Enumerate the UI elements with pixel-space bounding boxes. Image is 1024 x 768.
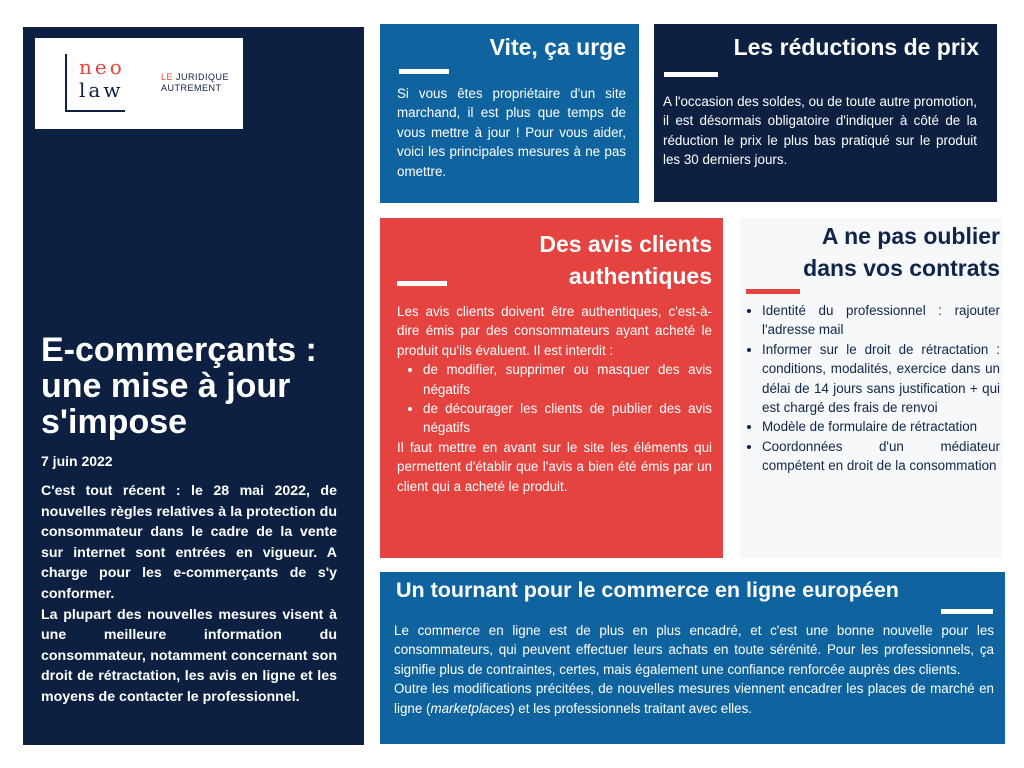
panel-reductions-text: A l'occasion des soldes, ou de toute autre promotion, il est désormais obligatoire d'indiquer à côté de la réduction le prix le plus bas pratiqué sur le produit les 30 derniers jours. (663, 94, 977, 168)
title-underline (746, 289, 800, 294)
intro-panel (23, 27, 364, 745)
panel-avis-title-line-1: Des avis clients (539, 231, 712, 257)
list-item: • Informer sur le droit de rétractation : conditions, modalités, exercice dans un délai de 14 jours sans justification + qui est chargé des frais de renvoi (762, 340, 1000, 418)
panel-oublier-title-line-2: dans vos contrats (803, 255, 1000, 281)
title-underline (399, 69, 449, 74)
panel-tournant-paragraph-2: Outre les modifications précitées, de nouvelles mesures viennent encadrer les places de marché en ligne (marketplaces) et les professionnels traitant avec elles. (394, 681, 994, 716)
logo (35, 38, 243, 129)
panel-avis-outro: Il faut mettre en avant sur le site les éléments qui permettent d'établir que l'avis a bien été émis par un client qui a acheté le produit. (397, 439, 712, 494)
panel-tournant-title: Un tournant pour le commerce en ligne européen (396, 578, 899, 602)
panel-oublier-title (803, 220, 1000, 284)
panel-avis-title (539, 228, 712, 292)
panel-avis-title-line-2: authentiques (568, 263, 712, 289)
panel-tournant (380, 572, 1005, 744)
marketplaces-term: marketplaces (430, 700, 511, 716)
list-item: • Identité du professionnel : rajouter l'adresse mail (762, 301, 1000, 340)
panel-vite (380, 24, 639, 203)
panel-tournant-paragraph-1: Le commerce en ligne est de plus en plus encadré, et c'est une bonne nouvelle pour les consommateurs, qui peuvent effectuer leurs achats en toute sérénité. Pour les professionnels, ça signifie plus de contraintes, certes, mais également une confiance renforcée auprès des clients. (394, 623, 994, 677)
panel-vite-text: Si vous êtes propriétaire d'un site marchand, il est plus que temps de vous mettre à jour ! Pour vous aider, voici les principales mesures à ne pas omettre. (397, 86, 626, 179)
panel-reductions-title: Les réductions de prix (733, 34, 979, 60)
intro-text (41, 481, 337, 708)
intro-paragraph-1: C'est tout récent : le 28 mai 2022, de nouvelles règles relatives à la protection du consommateur dans le cadre de la vente sur internet sont entrées en vigueur. A charge pour les e-commerçants de s'y conformer. (41, 483, 337, 602)
title-underline (664, 72, 718, 77)
panel-oublier-text (740, 301, 1000, 476)
intro-paragraph-2: La plupart des nouvelles mesures visent à une meilleure information du consommateur, notamment concernant son droit de rétractation, les avis en ligne et les moyens de contacter le professionnel. (41, 606, 337, 705)
panel-avis-text (397, 302, 712, 496)
panel-avis (380, 218, 723, 558)
publication-date: 7 juin 2022 (41, 453, 113, 469)
list-item: • Coordonnées d'un médiateur compétent en droit de la consommation (762, 437, 1000, 476)
panel-oublier-title-line-1: A ne pas oublier (821, 223, 1000, 249)
panel-reductions (654, 24, 997, 202)
list-item: • de modifier, supprimer ou masquer des avis négatifs (423, 360, 712, 399)
logo-neo: neo (79, 55, 125, 79)
panel-oublier (740, 218, 1002, 558)
panel-oublier-list (740, 301, 1000, 476)
list-item: • Modèle de formulaire de rétractation (762, 417, 1000, 436)
page-title: E-commerçants : une mise à jour s'impose (41, 331, 317, 441)
logo-tagline-1: LE JURIDIQUE (161, 72, 230, 82)
list-item: • de décourager les clients de publier des avis négatifs (423, 399, 712, 438)
title-underline (397, 281, 447, 286)
panel-tournant-text (394, 621, 994, 718)
logo-tagline-2: AUTREMENT (161, 83, 222, 93)
panel-avis-intro: Les avis clients doivent être authentiques, c'est-à-dire émis par des consommateurs ayant acheté le produit qu'ils évaluent. Il est interdit : (397, 304, 712, 358)
panel-vite-title: Vite, ça urge (489, 34, 626, 60)
title-underline (941, 609, 993, 614)
panel-avis-list (397, 360, 712, 438)
logo-law: law (79, 78, 124, 102)
